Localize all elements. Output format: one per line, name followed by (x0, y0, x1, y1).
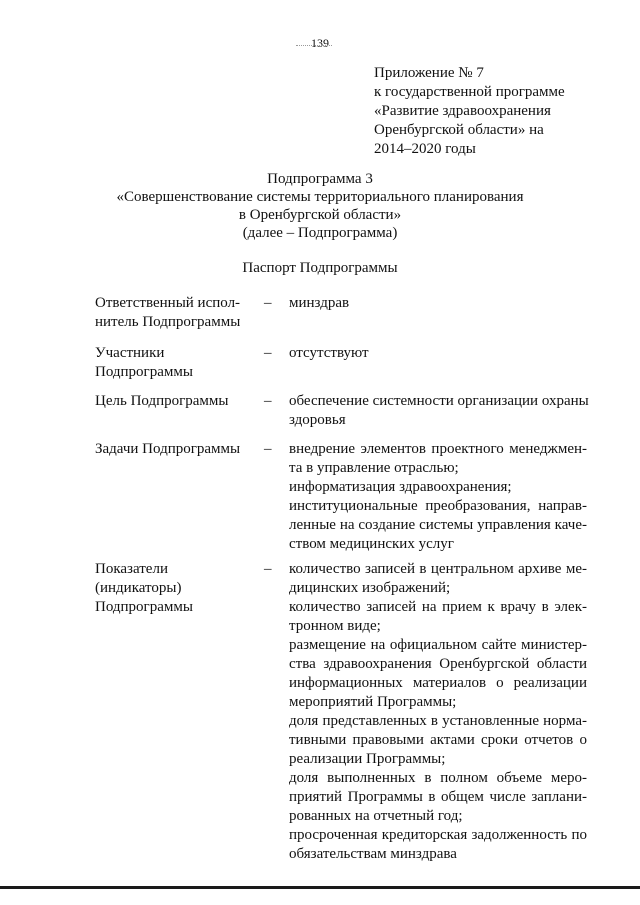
row-value-line: здоровья (289, 412, 346, 428)
row-label-line: Показатели (95, 561, 168, 577)
subprogram-title-line: Подпрограмма 3 (267, 171, 373, 187)
row-value-line: количество записей на прием к врачу в элек- (289, 599, 587, 615)
row-label (95, 344, 253, 382)
row-value-line: дицинских изображений; (289, 580, 451, 596)
row-label-line: Цель Подпрограммы (95, 393, 229, 409)
row-label (95, 392, 253, 411)
row-dash: – (264, 295, 272, 311)
row-label-line: Задачи Подпрограммы (95, 441, 241, 457)
appendix-block (374, 64, 614, 159)
row-value (289, 392, 587, 430)
row-label-line: Подпрограммы (95, 599, 193, 615)
row-label-line: Ответственный испол- (95, 295, 241, 311)
row-value-line: ленные на создание системы управления каче- (289, 517, 587, 533)
row-value-line: обеспечение системности организации охраны (289, 393, 589, 409)
row-value-line: ством медицинских услуг (289, 536, 454, 552)
row-value-line: та в управление отраслью; (289, 460, 459, 476)
row-value-line: просроченная кредиторская задолженность по (289, 827, 587, 843)
row-value-line: мероприятий Программы; (289, 694, 457, 710)
row-value-line: приятий Программы в общем числе заплани- (289, 789, 587, 805)
row-value-line: информационных материалов о реализации (289, 675, 587, 691)
bottom-rule (0, 886, 640, 889)
row-value-line: размещение на официальном сайте министер- (289, 637, 587, 653)
row-value-line: обязательствам минздрава (289, 846, 457, 862)
passport-title: Паспорт Подпрограммы (242, 260, 398, 276)
subprogram-title-line: (далее – Подпрограмма) (242, 225, 398, 241)
row-value-line: доля выполненных в полном объеме меро- (289, 770, 587, 786)
row-value-line: внедрение элементов проектного менеджмен- (289, 441, 587, 457)
row-dash: – (264, 345, 272, 361)
page-number: 139 (311, 36, 329, 50)
row-value-line: информатизация здравоохранения; (289, 479, 512, 495)
header-dots (296, 45, 332, 47)
row-value-line: реализации Программы; (289, 751, 446, 767)
row-value-line: рованных на отчетный год; (289, 808, 463, 824)
appendix-line: «Развитие здравоохранения (374, 103, 551, 119)
row-value-line: количество записей в центральном архиве ме- (289, 561, 587, 577)
row-label (95, 560, 253, 617)
row-label-line: Участники (95, 345, 165, 361)
row-dash: – (264, 393, 272, 409)
row-label (95, 294, 253, 332)
row-value (289, 440, 587, 554)
row-value-line: тивными правовыми актами сроки отчетов о (289, 732, 587, 748)
row-label-line: Подпрограммы (95, 364, 193, 380)
row-label-line: нитель Подпрограммы (95, 314, 241, 330)
appendix-line: к государственной программе (374, 84, 565, 100)
row-value (289, 560, 587, 864)
subprogram-title-line: «Совершенствование системы территориального планирования (116, 189, 524, 205)
row-dash: – (264, 561, 272, 577)
row-value-line: ства здравоохранения Оренбургской области (289, 656, 587, 672)
row-dash: – (264, 441, 272, 457)
row-value (289, 294, 587, 313)
row-value-line: тронном виде; (289, 618, 381, 634)
row-value-line: отсутствуют (289, 345, 369, 361)
row-label-line: (индикаторы) (95, 580, 182, 596)
row-value-line: доля представленных в установленные норма- (289, 713, 587, 729)
appendix-line: Оренбургской области» на (374, 122, 544, 138)
subprogram-title (0, 170, 640, 242)
appendix-line: Приложение № 7 (374, 65, 484, 81)
row-value-line: минздрав (289, 295, 350, 311)
row-value (289, 344, 587, 363)
subprogram-title-line: в Оренбургской области» (238, 207, 402, 223)
row-value-line: институциональные преобразования, направ- (289, 498, 587, 514)
row-label (95, 440, 253, 459)
appendix-line: 2014–2020 годы (374, 141, 476, 157)
